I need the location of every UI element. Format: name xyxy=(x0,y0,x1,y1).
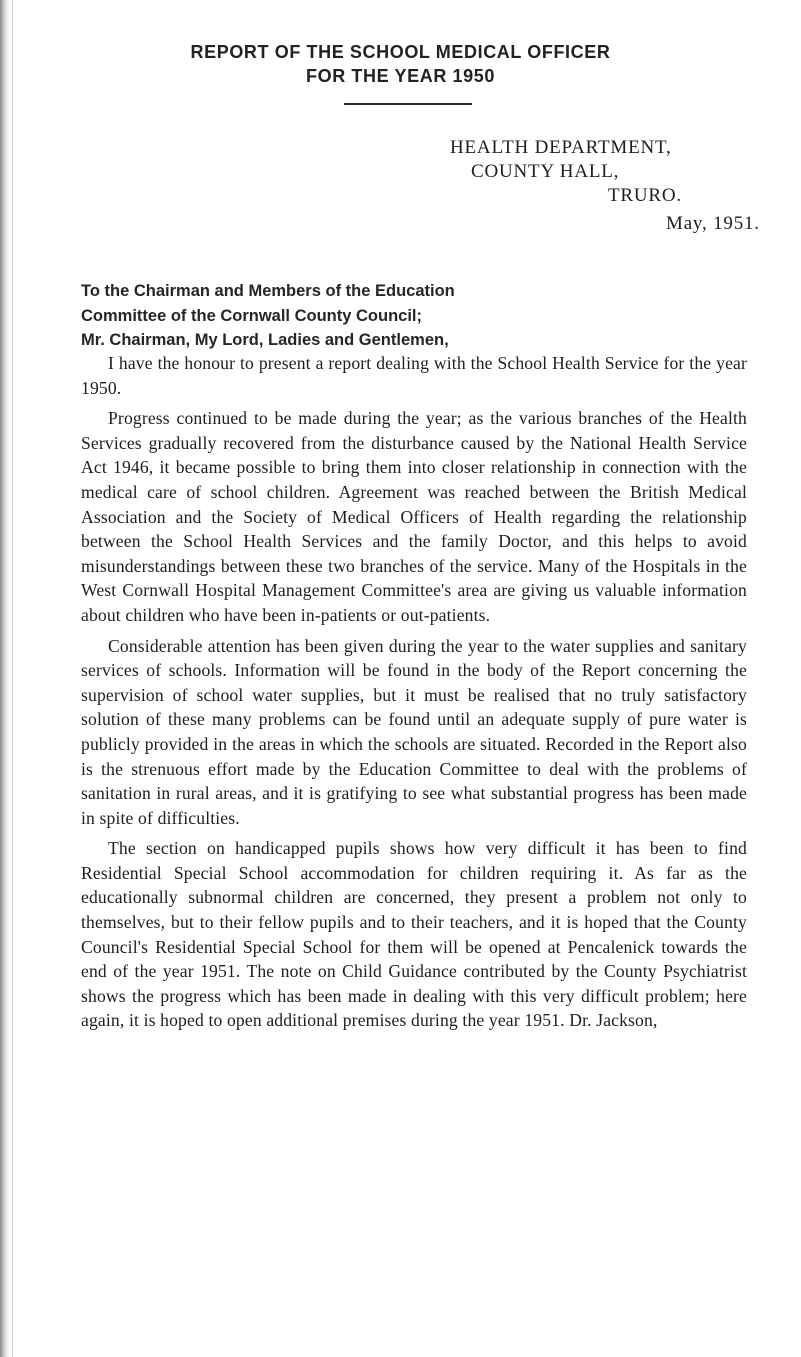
salutation-line-3: Mr. Chairman, My Lord, Ladies and Gentlemen, xyxy=(81,331,449,349)
report-title-line-1: REPORT OF THE SCHOOL MEDICAL OFFICER xyxy=(190,42,611,62)
report-title-line-2: FOR THE YEAR 1950 xyxy=(306,66,495,86)
report-title xyxy=(0,40,801,88)
salutation xyxy=(81,279,761,353)
salutation-line-1: To the Chairman and Members of the Education xyxy=(81,282,455,300)
letter-body xyxy=(81,351,747,1039)
body-paragraph-1: I have the honour to present a report dealing with the School Health Service for the year 1950. xyxy=(81,353,747,398)
address-line-department: HEALTH DEPARTMENT, xyxy=(450,137,672,158)
scan-edge-shadow xyxy=(0,0,10,1357)
scan-edge-line xyxy=(12,0,13,1357)
address-line-building: COUNTY HALL, xyxy=(471,161,620,182)
sender-address xyxy=(450,136,760,236)
body-paragraph-3: Considerable attention has been given during the year to the water supplies and sanitary services of schools. Information will be found in the body of the Report concerning the supervision of school water supplies, but it must be realised that no truly satisfactory solution of these many problems can be found until an adequate supply of pure water is publicly provided in the areas in which the schools are situated. Recorded in the Report also is the strenuous effort made by the Education Committee to deal with the problems of sanitation in rural areas, and it is gratifying to see what substantial progress has been made in spite of difficulties. xyxy=(81,635,747,828)
title-divider xyxy=(344,103,472,105)
salutation-line-2: Committee of the Cornwall County Council; xyxy=(81,306,422,325)
body-paragraph-4: The section on handicapped pupils shows how very difficult it has been to find Residential Special School accommodation for children requiring it. As far as the educationally subnormal children are concerned, they present a problem not only to themselves, but to their fellow pupils and to their teachers, and it is hoped that the County Council's Residential Special School for them will be opened at Pencalenick towards the end of the year 1951. The note on Child Guidance contributed by the County Psychiatrist shows the progress which has been made in dealing with this very difficult problem; here again, it is hoped to open additional premises during the year 1951. Dr. Jackson, xyxy=(81,838,747,1031)
letter-date: May, 1951. xyxy=(666,213,760,234)
address-line-town: TRURO. xyxy=(608,185,682,206)
body-paragraph-2: Progress continued to be made during the year; as the various branches of the Health Services gradually recovered from the disturbance caused by the National Health Service Act 1946, it became possible to bring them into closer relationship in connection with the medical care of school children. Agreement was reached between the British Medical Association and the Society of Medical Officers of Health regarding the relationship between the School Health Services and the family Doctor, and this helps to avoid misunderstandings between these two branches of the service. Many of the Hospitals in the West Cornwall Hospital Management Committee's area are giving us valuable information about children who have been in-patients or out-patients. xyxy=(81,408,747,625)
